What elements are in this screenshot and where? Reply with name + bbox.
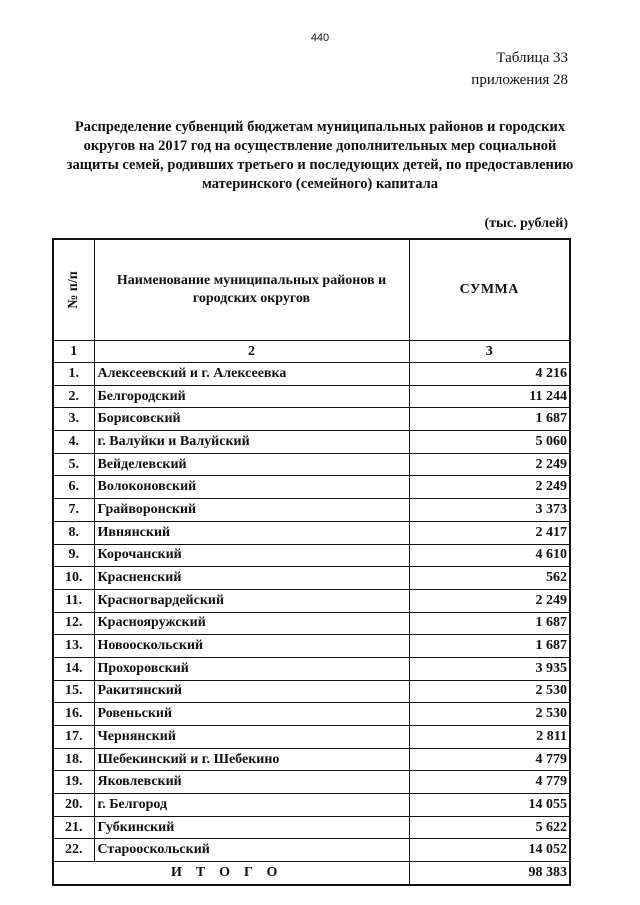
table-row <box>53 816 570 839</box>
row-number-cell: 16. <box>53 703 94 726</box>
row-sum-cell: 3 373 <box>409 499 570 522</box>
row-sum-cell: 2 249 <box>409 476 570 499</box>
row-sum-cell: 14 055 <box>409 794 570 817</box>
row-sum-cell: 4 779 <box>409 748 570 771</box>
table-row <box>53 567 570 590</box>
table-row <box>53 703 570 726</box>
row-number-cell: 7. <box>53 499 94 522</box>
row-sum-cell: 2 249 <box>409 589 570 612</box>
row-name-cell: Прохоровский <box>94 657 409 680</box>
units-label: (тыс. рублей) <box>484 216 568 231</box>
column-index-3: 3 <box>409 341 570 363</box>
total-sum: 98 383 <box>409 862 570 886</box>
table-reference <box>471 47 568 91</box>
row-name-cell: г. Валуйки и Валуйский <box>94 431 409 454</box>
row-number-cell: 5. <box>53 453 94 476</box>
col-name-header: Наименование муниципальных районов и городских округов <box>94 239 409 341</box>
row-number-cell: 22. <box>53 839 94 862</box>
row-name-cell: Новооскольский <box>94 635 409 658</box>
table-row <box>53 771 570 794</box>
row-number-cell: 18. <box>53 748 94 771</box>
page-number: 440 <box>310 32 330 44</box>
column-index-2: 2 <box>94 341 409 363</box>
row-name-cell: Старооскольский <box>94 839 409 862</box>
table-row <box>53 726 570 749</box>
row-number-cell: 11. <box>53 589 94 612</box>
row-name-cell: Волоконовский <box>94 476 409 499</box>
table-header-row <box>53 239 570 341</box>
row-number-cell: 19. <box>53 771 94 794</box>
row-number-cell: 14. <box>53 657 94 680</box>
row-number-cell: 2. <box>53 385 94 408</box>
row-number-cell: 6. <box>53 476 94 499</box>
row-sum-cell: 2 249 <box>409 453 570 476</box>
document-title: Распределение субвенций бюджетам муниципальных районов и городских округов на 2017 год на осуществление дополнительных мер социальной защиты семей, родивших третьего и последующих детей, по предоставлению материнского (семейного) капитала <box>66 119 574 192</box>
row-sum-cell: 11 244 <box>409 385 570 408</box>
column-index-row <box>53 341 570 363</box>
row-number-cell: 1. <box>53 363 94 386</box>
table-row <box>53 544 570 567</box>
row-name-cell: Ровеньский <box>94 703 409 726</box>
row-sum-cell: 4 610 <box>409 544 570 567</box>
row-sum-cell: 4 779 <box>409 771 570 794</box>
table-row <box>53 431 570 454</box>
column-index-1: 1 <box>53 341 94 363</box>
row-name-cell: Красногвардейский <box>94 589 409 612</box>
table-ref-line2: приложения 28 <box>471 72 568 88</box>
row-name-cell: г. Белгород <box>94 794 409 817</box>
row-number-cell: 3. <box>53 408 94 431</box>
row-name-cell: Алексеевский и г. Алексеевка <box>94 363 409 386</box>
row-sum-cell: 2 417 <box>409 521 570 544</box>
row-number-cell: 9. <box>53 544 94 567</box>
table-row <box>53 612 570 635</box>
row-sum-cell: 5 060 <box>409 431 570 454</box>
row-number-cell: 13. <box>53 635 94 658</box>
row-name-cell: Ивнянский <box>94 521 409 544</box>
col-sum-header: СУММА <box>409 239 570 341</box>
row-number-cell: 21. <box>53 816 94 839</box>
row-name-cell: Ракитянский <box>94 680 409 703</box>
row-sum-cell: 1 687 <box>409 612 570 635</box>
row-name-cell: Борисовский <box>94 408 409 431</box>
row-number-cell: 20. <box>53 794 94 817</box>
table-row <box>53 794 570 817</box>
row-name-cell: Шебекинский и г. Шебекино <box>94 748 409 771</box>
table-row <box>53 476 570 499</box>
table-row <box>53 499 570 522</box>
row-sum-cell: 5 622 <box>409 816 570 839</box>
total-label: ИТОГО <box>53 862 409 886</box>
table-row <box>53 657 570 680</box>
row-name-cell: Губкинский <box>94 816 409 839</box>
table-row <box>53 363 570 386</box>
col-num-header-text: № п/п <box>65 271 81 309</box>
table-ref-line1: Таблица 33 <box>496 50 568 66</box>
table-row <box>53 589 570 612</box>
row-sum-cell: 14 052 <box>409 839 570 862</box>
table-row <box>53 408 570 431</box>
col-num-header <box>53 239 94 341</box>
allocation-table <box>52 238 571 886</box>
row-sum-cell: 4 216 <box>409 363 570 386</box>
row-number-cell: 4. <box>53 431 94 454</box>
table-row <box>53 453 570 476</box>
row-number-cell: 8. <box>53 521 94 544</box>
row-sum-cell: 562 <box>409 567 570 590</box>
row-sum-cell: 3 935 <box>409 657 570 680</box>
row-number-cell: 15. <box>53 680 94 703</box>
total-row <box>53 862 570 886</box>
row-number-cell: 12. <box>53 612 94 635</box>
row-sum-cell: 2 530 <box>409 703 570 726</box>
row-name-cell: Красненский <box>94 567 409 590</box>
row-sum-cell: 1 687 <box>409 408 570 431</box>
table-row <box>53 635 570 658</box>
row-sum-cell: 2 811 <box>409 726 570 749</box>
row-name-cell: Яковлевский <box>94 771 409 794</box>
row-name-cell: Корочанский <box>94 544 409 567</box>
row-sum-cell: 1 687 <box>409 635 570 658</box>
table-row <box>53 521 570 544</box>
table-row <box>53 385 570 408</box>
row-name-cell: Краснояружский <box>94 612 409 635</box>
table-row <box>53 680 570 703</box>
row-name-cell: Грайворонский <box>94 499 409 522</box>
row-name-cell: Вейделевский <box>94 453 409 476</box>
row-name-cell: Чернянский <box>94 726 409 749</box>
row-number-cell: 10. <box>53 567 94 590</box>
row-name-cell: Белгородский <box>94 385 409 408</box>
table-row <box>53 839 570 862</box>
row-sum-cell: 2 530 <box>409 680 570 703</box>
table-row <box>53 748 570 771</box>
row-number-cell: 17. <box>53 726 94 749</box>
